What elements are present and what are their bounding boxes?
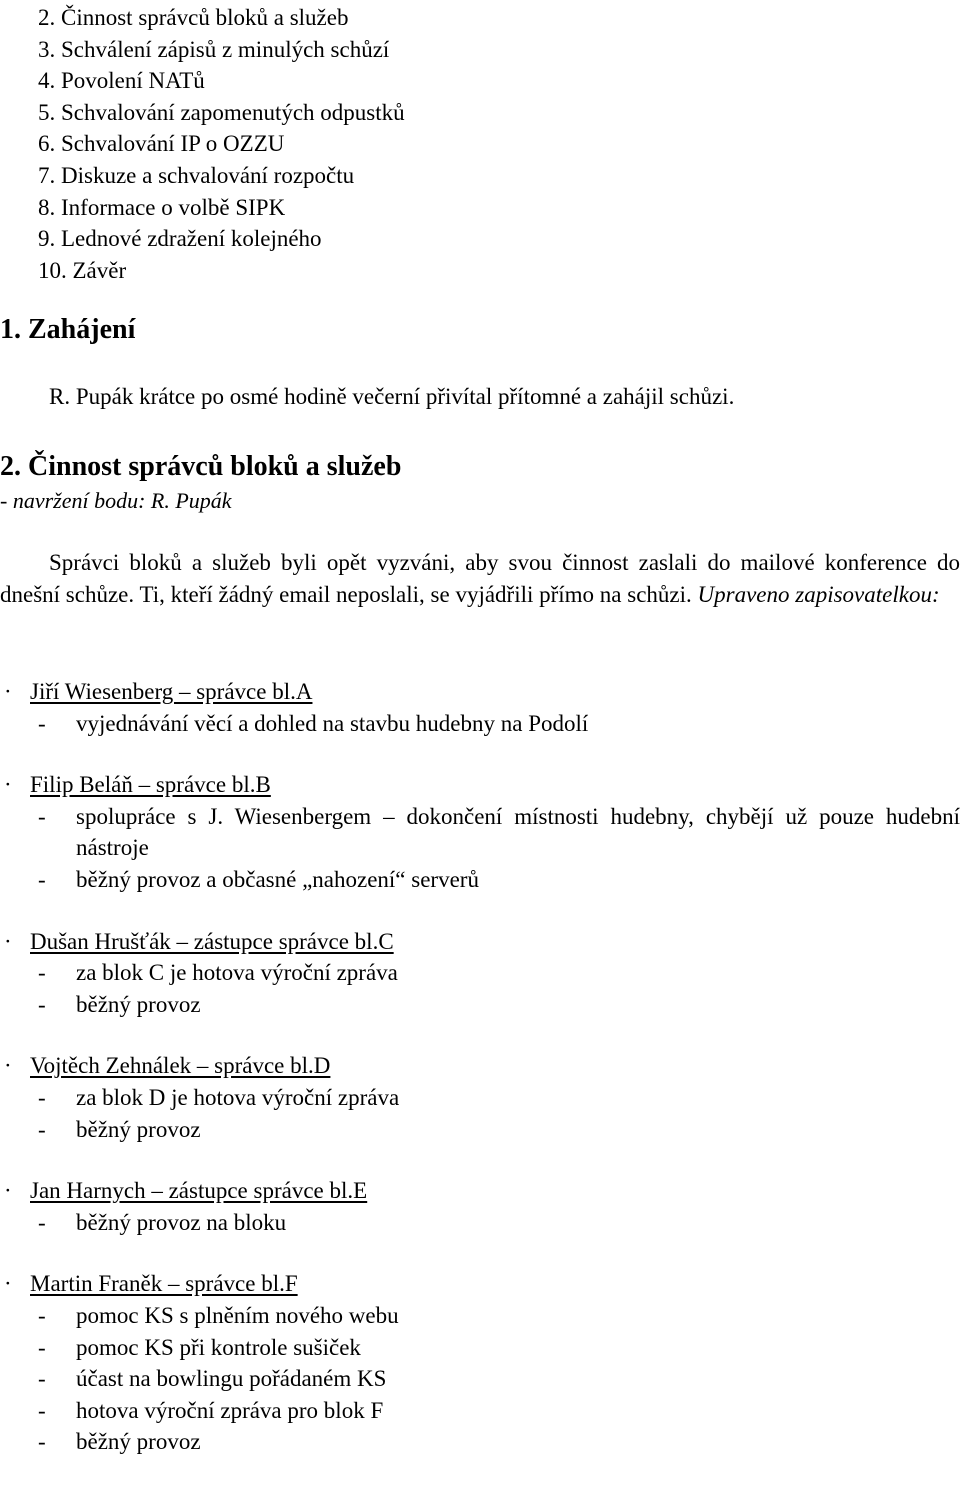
admin-entry — [0, 769, 960, 895]
bullet-icon: · — [4, 679, 12, 704]
task-item — [0, 1300, 960, 1332]
task-text: za blok D je hotova výroční zpráva — [76, 1084, 400, 1110]
task-item — [0, 1363, 960, 1395]
task-item — [0, 708, 960, 740]
bullet-icon: · — [4, 1053, 12, 1079]
bullet-icon: · — [4, 1178, 12, 1204]
task-item — [0, 801, 960, 864]
admin-entry — [0, 1050, 960, 1145]
agenda-item: 8. Informace o volbě SIPK — [38, 194, 286, 220]
dash-marker: - — [38, 1429, 46, 1455]
agenda-item: 6. Schvalování IP o OZZU — [38, 131, 285, 157]
task-item — [0, 989, 960, 1021]
admin-entry — [0, 926, 960, 1021]
agenda-item: 7. Diskuze a schvalování rozpočtu — [38, 162, 355, 188]
task-item — [0, 1207, 960, 1239]
admin-name: Vojtěch Zehnálek – správce bl.D — [30, 1053, 331, 1079]
task-item — [0, 1082, 960, 1114]
agenda-item: 10. Závěr — [38, 257, 127, 283]
admin-name: Dušan Hrušťák – zástupce správce bl.C — [30, 928, 394, 954]
task-item — [0, 1395, 960, 1427]
task-item — [0, 1332, 960, 1364]
admins-paragraph — [0, 547, 960, 611]
task-text: běžný provoz — [76, 1116, 201, 1142]
dash-marker: - — [38, 1366, 46, 1392]
admin-header — [0, 769, 960, 801]
dash-marker: - — [38, 1209, 46, 1235]
bullet-icon: · — [4, 928, 12, 954]
agenda-item: 9. Lednové zdražení kolejného — [38, 226, 322, 252]
dash-marker: - — [38, 866, 46, 892]
dash-marker: - — [38, 1302, 46, 1328]
agenda-list — [38, 2, 405, 286]
dash-marker: - — [38, 1334, 46, 1360]
admin-entry — [0, 676, 960, 739]
task-item — [0, 957, 960, 989]
agenda-item: 2. Činnost správců bloků a služeb — [38, 5, 349, 30]
dash-marker: - — [38, 1084, 46, 1110]
dash-marker: - — [38, 1116, 46, 1142]
admin-header — [0, 926, 960, 958]
task-text: účast na bowlingu pořádaném KS — [76, 1366, 387, 1392]
task-text: za blok C je hotova výroční zpráva — [76, 960, 398, 986]
section-heading-admins: 2. Činnost správců bloků a služeb — [0, 451, 402, 482]
admin-entry — [0, 1268, 960, 1458]
section-heading-opening: 1. Zahájení — [0, 314, 136, 345]
task-text: pomoc KS při kontrole sušiček — [76, 1334, 361, 1360]
task-text: běžný provoz na bloku — [76, 1209, 287, 1235]
task-text: pomoc KS s plněním nového webu — [76, 1302, 399, 1328]
dash-marker: - — [38, 991, 46, 1017]
admin-name: Martin Franěk – správce bl.F — [30, 1271, 298, 1297]
admin-name: Jan Harnych – zástupce správce bl.E — [30, 1178, 368, 1204]
recorded-by-note: Upraveno zapisovatelkou: — [697, 582, 940, 607]
admin-name: Jiří Wiesenberg – správce bl.A — [30, 679, 313, 704]
task-text: běžný provoz a občasné „nahození“ serverů — [76, 866, 479, 892]
dash-marker: - — [38, 803, 46, 829]
dash-marker: - — [38, 1397, 46, 1423]
proposal-note: - navržení bodu: R. Pupák — [0, 488, 232, 513]
admin-header — [0, 1175, 960, 1207]
task-text: vyjednávání věcí a dohled na stavbu hudebny na Podolí — [76, 710, 589, 736]
paragraph-text: Správci bloků a služeb byli opět vyzváni, aby svou činnost zaslali do mailové konference do dnešní schůze. Ti, kteří žádný email neposlali, se vyjádřili přímo na schůzi. — [0, 550, 960, 607]
task-text: hotova výroční zpráva pro blok F — [76, 1397, 384, 1423]
bullet-icon: · — [4, 772, 12, 798]
task-item — [0, 864, 960, 896]
agenda-item: 4. Povolení NATů — [38, 68, 205, 94]
bullet-icon: · — [4, 1271, 12, 1297]
agenda-item: 3. Schválení zápisů z minulých schůzí — [38, 36, 390, 62]
admin-header — [0, 676, 960, 708]
admin-list — [0, 676, 960, 1488]
task-item — [0, 1426, 960, 1458]
agenda-item: 5. Schvalování zapomenutých odpustků — [38, 99, 405, 125]
task-text: spolupráce s J. Wiesenbergem – dokončení místnosti hudebny, chybějí už pouze hudební nástroje — [76, 803, 960, 861]
task-text: běžný provoz — [76, 1429, 201, 1455]
admin-header — [0, 1268, 960, 1300]
admin-name: Filip Beláň – správce bl.B — [30, 772, 271, 798]
admin-header — [0, 1050, 960, 1082]
task-item — [0, 1114, 960, 1146]
admin-entry — [0, 1175, 960, 1238]
dash-marker: - — [38, 710, 46, 736]
dash-marker: - — [38, 960, 46, 986]
task-text: běžný provoz — [76, 991, 201, 1017]
opening-text: R. Pupák krátce po osmé hodině večerní přivítal přítomné a zahájil schůzi. — [49, 384, 735, 409]
